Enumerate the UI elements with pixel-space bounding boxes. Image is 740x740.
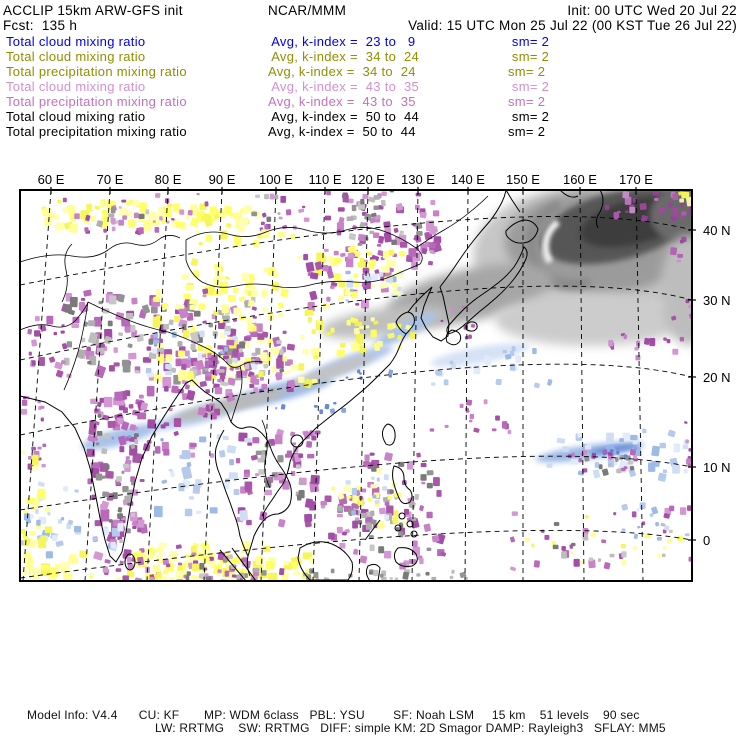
- org-label: NCAR/MMM: [268, 3, 347, 18]
- legend-sm: sm= 2: [508, 79, 550, 94]
- lon-label: 90 E: [208, 172, 236, 187]
- lon-label: 140 E: [451, 172, 485, 187]
- lon-label: 150 E: [506, 172, 540, 187]
- lon-label: 80 E: [154, 172, 182, 187]
- legend-label: Total precipitation mixing ratio: [6, 64, 187, 79]
- lon-label: 100 E: [259, 172, 293, 187]
- legend-label: Total precipitation mixing ratio: [6, 94, 187, 109]
- legend-sm: sm= 2: [508, 124, 546, 139]
- lat-label: 10 N: [703, 460, 731, 475]
- legend-stat: Avg, k-index = 43 to 35: [268, 94, 416, 109]
- legend-label: Total cloud mixing ratio: [6, 49, 146, 64]
- init-time: Init: 00 UTC Wed 20 Jul 22: [567, 3, 737, 18]
- legend-stat: Avg, k-index = 34 to 24: [268, 49, 420, 64]
- legend-stat: Avg, k-index = 34 to 24: [268, 64, 416, 79]
- legend-stat: Avg, k-index = 23 to 9: [268, 34, 416, 49]
- legend-stat: Avg, k-index = 50 to 44: [268, 109, 420, 124]
- model-info-line: Model Info: V4.4 CU: KF MP: WDM 6class PBL: YSU SF: Noah LSM 15 km 51 levels 90 sec: [27, 708, 640, 722]
- lon-label: 120 E: [351, 172, 385, 187]
- plot-title: ACCLIP 15km ARW-GFS init: [3, 3, 183, 18]
- legend-sm: sm= 2: [508, 94, 546, 109]
- legend-sm: sm= 2: [508, 64, 546, 79]
- lon-label: 170 E: [619, 172, 653, 187]
- lon-label: 160 E: [563, 172, 597, 187]
- legend-stat: Avg, k-index = 50 to 44: [268, 124, 416, 139]
- lat-label: 0: [703, 533, 711, 548]
- legend-label: Total cloud mixing ratio: [6, 109, 146, 124]
- legend-label: Total cloud mixing ratio: [6, 79, 146, 94]
- lon-label: 130 E: [401, 172, 435, 187]
- lat-label: 40 N: [703, 223, 731, 238]
- lon-label: 60 E: [37, 172, 65, 187]
- physics-info-line: LW: RRTMG SW: RRTMG DIFF: simple KM: 2D Smagor DAMP: Rayleigh3 SFLAY: MM5: [155, 721, 666, 735]
- legend-sm: sm= 2: [508, 49, 550, 64]
- legend-label: Total precipitation mixing ratio: [6, 124, 187, 139]
- legend-sm: sm= 2: [508, 109, 550, 124]
- lat-label: 30 N: [703, 293, 731, 308]
- fcst-hour: Fcst: 135 h: [3, 18, 78, 33]
- lon-label: 70 E: [96, 172, 124, 187]
- latitude-labels: [703, 223, 730, 548]
- lat-label: 20 N: [703, 370, 731, 385]
- valid-time: Valid: 15 UTC Mon 25 Jul 22 (00 KST Tue 26 Jul 22): [408, 18, 737, 33]
- longitude-labels: [38, 172, 654, 187]
- legend-stat: Avg, k-index = 43 to 35: [268, 79, 420, 94]
- lon-label: 110 E: [308, 172, 342, 187]
- legend-label: Total cloud mixing ratio: [6, 34, 146, 49]
- legend-sm: sm= 2: [508, 34, 550, 49]
